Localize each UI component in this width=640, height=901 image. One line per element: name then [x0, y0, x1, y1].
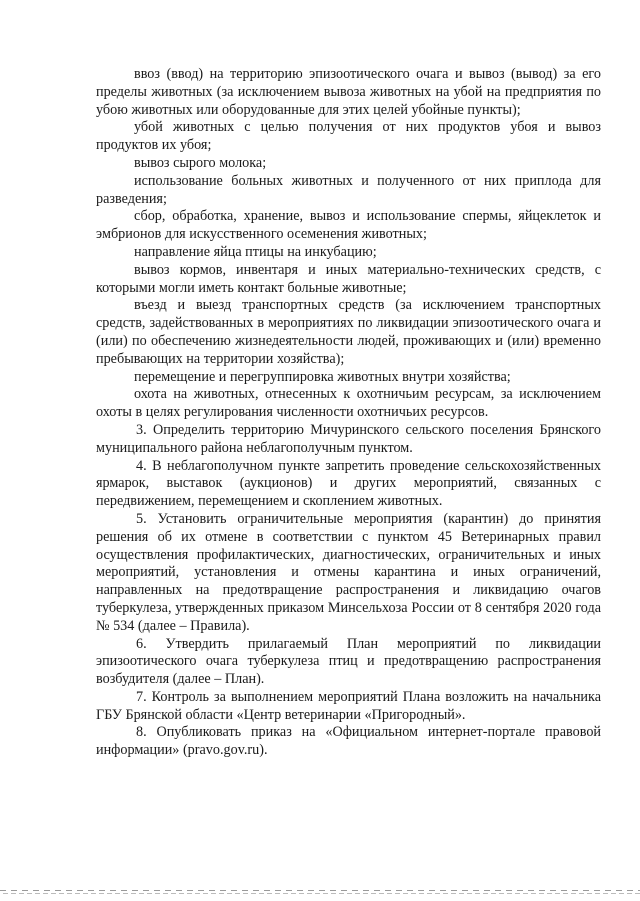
restriction-item-feed: вывоз кормов, инвентаря и иных материально-технических средств, с которыми могли иметь контакт больные животные; [96, 261, 601, 296]
restriction-item-slaughter: убой животных с целью получения от них продуктов убоя и вывоз продуктов их убоя; [96, 119, 601, 154]
clause-6: 6. Утвердить прилагаемый План мероприятий по ликвидации эпизоотического очага туберкулеза птиц и предотвращению распространения возбудителя (далее – План). [96, 635, 601, 688]
restriction-item-hunting: охота на животных, отнесенных к охотничьим ресурсам, за исключением охоты в целях регулирования численности охотничьих ресурсов. [96, 386, 601, 421]
scan-edge-line [0, 890, 640, 891]
restriction-item-sperm: сбор, обработка, хранение, вывоз и использование спермы, яйцеклеток и эмбрионов для искусственного осеменения животных; [96, 208, 601, 243]
clause-7: 7. Контроль за выполнением мероприятий Плана возложить на начальника ГБУ Брянской области «Центр ветеринарии «Пригородный». [96, 688, 601, 723]
clause-4: 4. В неблагополучном пункте запретить проведение сельскохозяйственных ярмарок, выставок (аукционов) и других мероприятий, связанных с передвижением, перемещением и скоплением животных. [96, 457, 601, 510]
restriction-item-transport: въезд и выезд транспортных средств (за исключением транспортных средств, задействованных в мероприятиях по ликвидации эпизоотического очага и (или) по обеспечению жизнедеятельности людей, проживающих и (или) временно пребывающих на территории хозяйства); [96, 297, 601, 367]
document-body [96, 66, 601, 760]
restriction-item-eggs: направление яйца птицы на инкубацию; [134, 243, 377, 260]
clause-8: 8. Опубликовать приказ на «Официальном интернет-портале правовой информации» (pravo.gov.ru). [96, 724, 601, 759]
scan-edge-line-secondary [0, 893, 640, 894]
restriction-item-import: ввоз (ввод) на территорию эпизоотического очага и вывоз (вывод) за его пределы животных (за исключением вывоза животных на убой на предприятия по убою животных или оборудованные для этих целей убойные пункты); [96, 66, 601, 118]
restriction-item-breeding: использование больных животных и полученного от них приплода для разведения; [96, 172, 601, 207]
restriction-item-regrouping: перемещение и перегруппировка животных внутри хозяйства; [134, 368, 511, 385]
clause-5: 5. Установить ограничительные мероприятия (карантин) до принятия решения об их отмене в соответствии с пунктом 45 Ветеринарных правил осуществления профилактических, диагностических, ограничительных и иных мероприятий, установления и отмены карантина и иных ограничений, направленных на предотвращение распространения и ликвидацию очагов туберкулеза, утвержденных приказом Минсельхоза России от 8 сентября 2020 года № 534 (далее – Правила). [96, 510, 601, 634]
clause-3: 3. Определить территорию Мичуринского сельского поселения Брянского муниципального района неблагополучным пунктом. [96, 421, 601, 456]
restriction-item-milk: вывоз сырого молока; [134, 154, 267, 171]
